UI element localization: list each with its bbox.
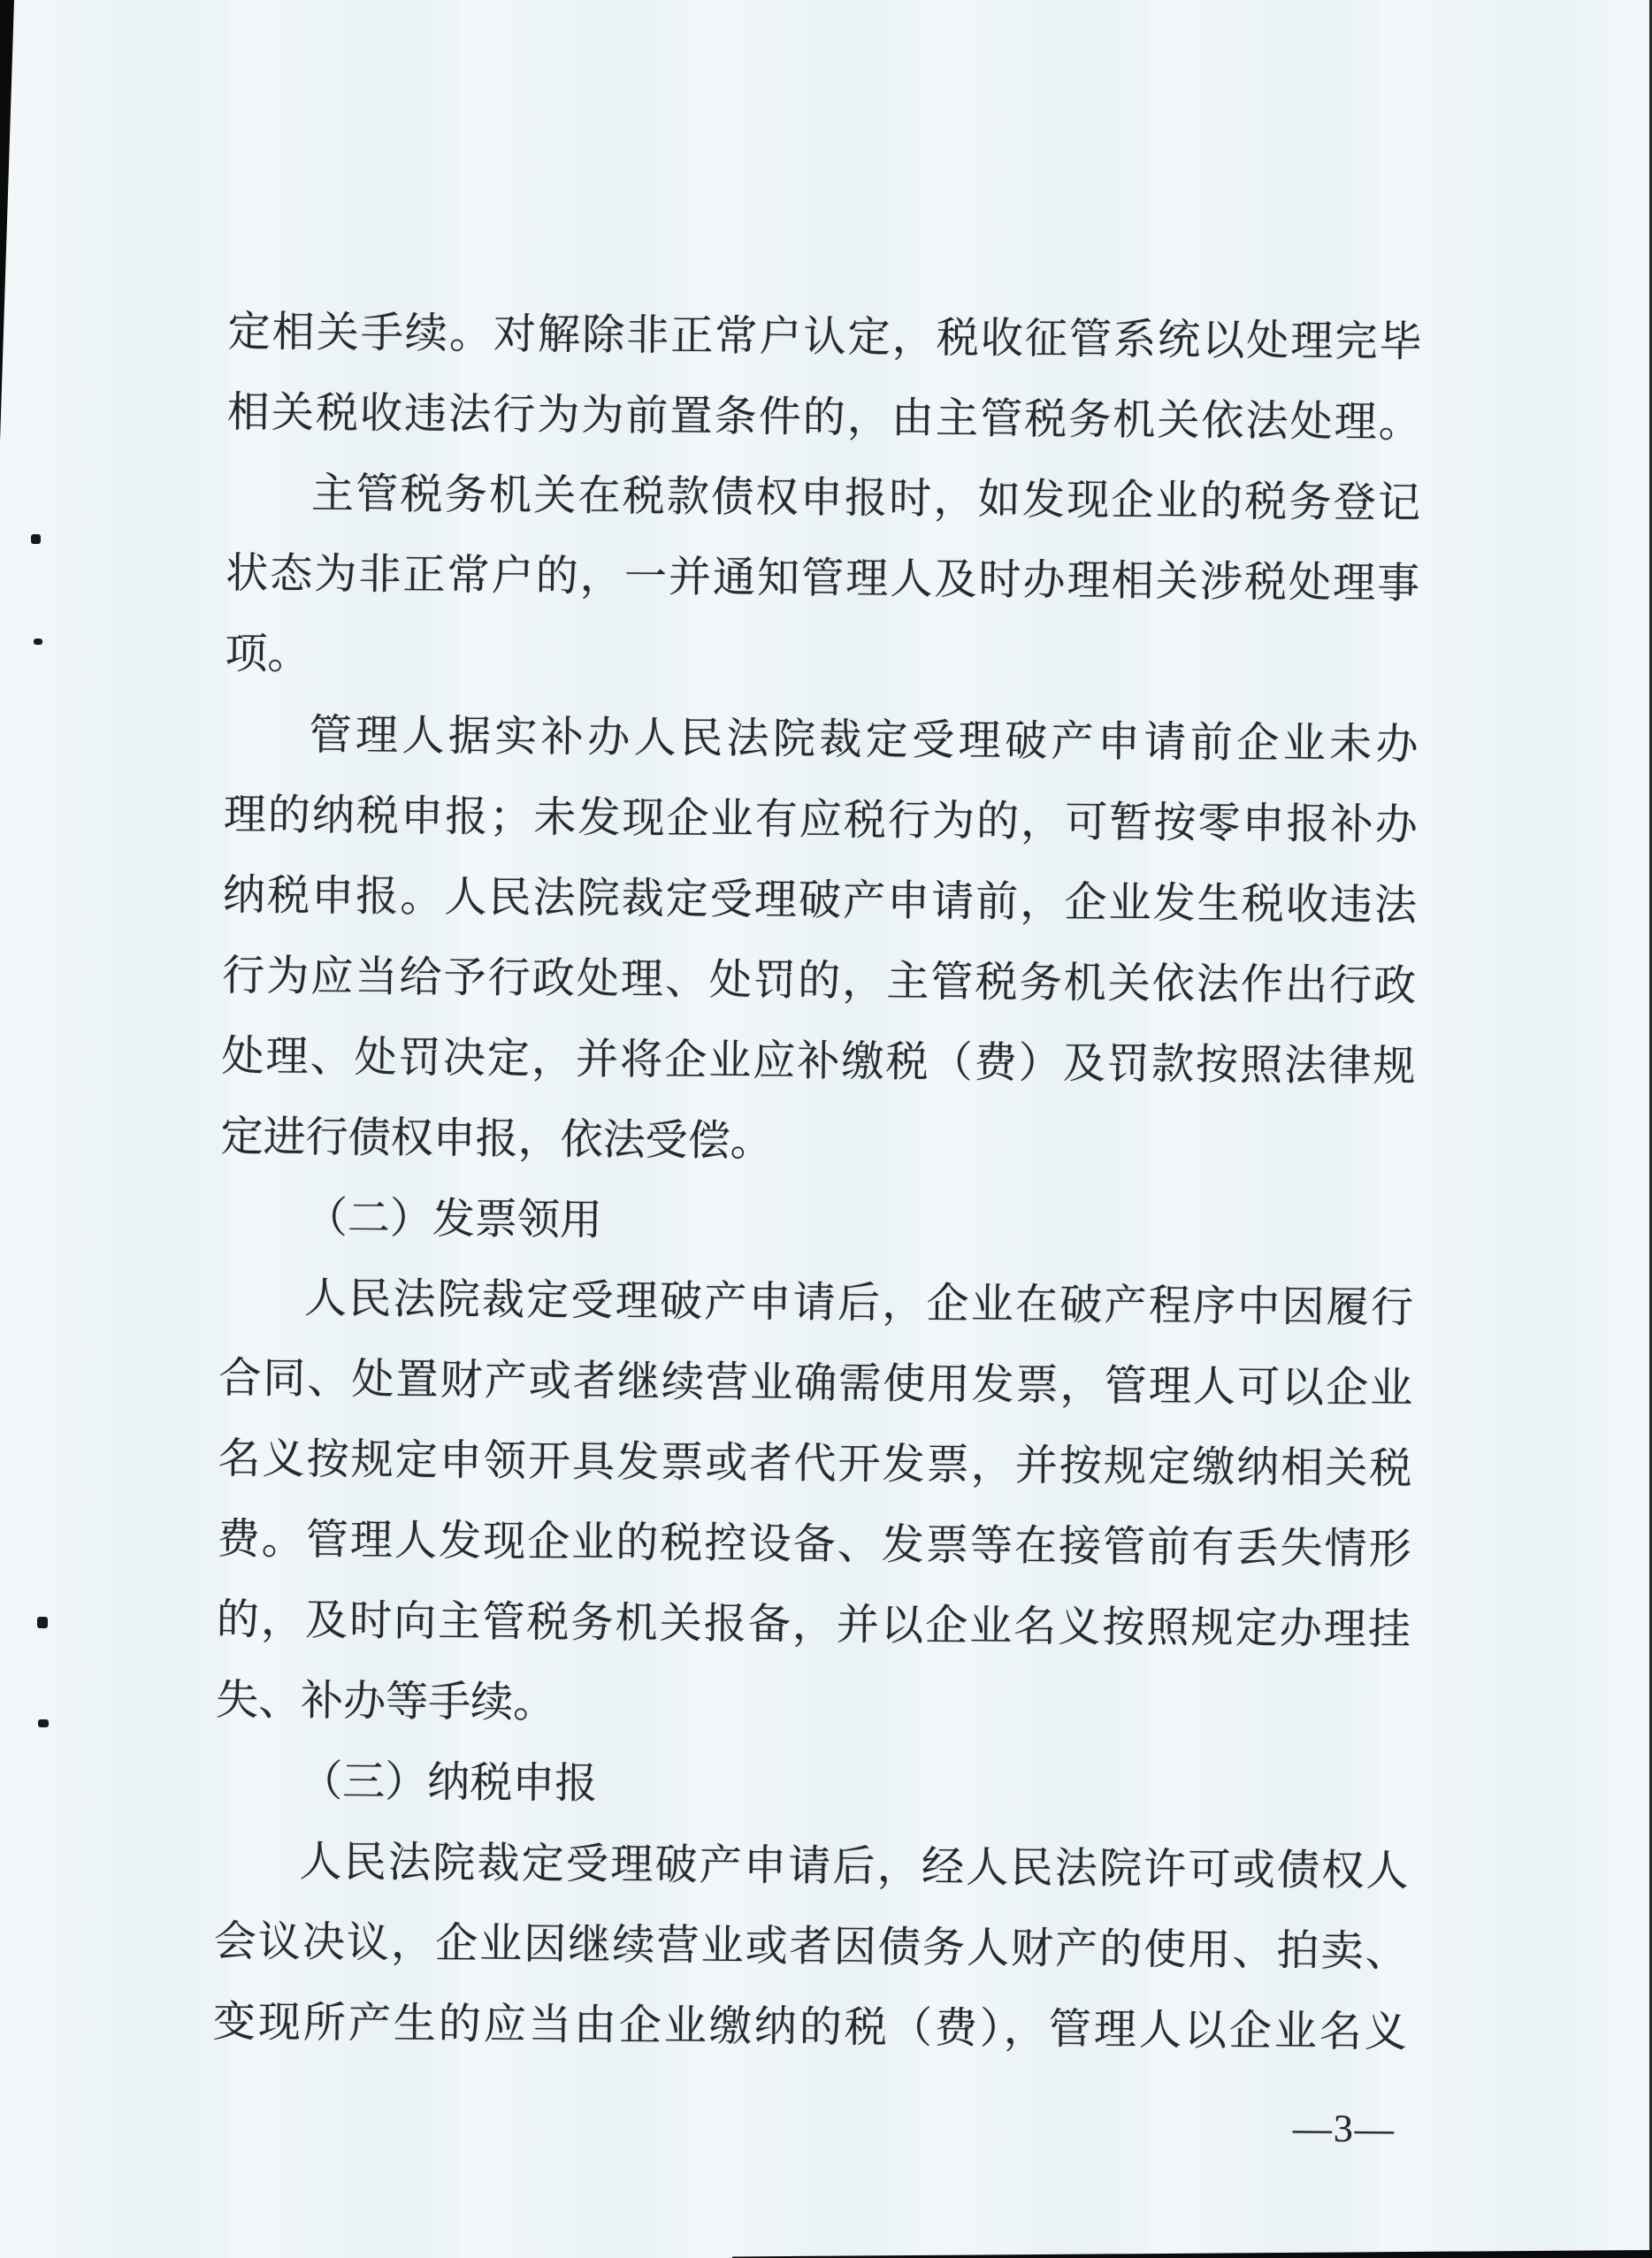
text-line: 名义按规定申领开具发票或者代开发票，并按规定缴纳相关税 (218, 1435, 1412, 1493)
text-line: 处理、处罚决定，并将企业应补缴税（费）及罚款按照法律规 (221, 1032, 1416, 1091)
text-line: 合同、处置财产或者继续营业确需使用发票，管理人可以企业 (218, 1354, 1413, 1412)
text-line: 纳税申报。人民法院裁定受理破产申请前，企业发生税收违法 (222, 871, 1418, 930)
text-line: 理的纳税申报；未发现企业有应税行为的，可暂按零申报补办 (223, 791, 1419, 849)
text-line: 主管税务机关在税款债权申报时，如发现企业的税务登记 (310, 470, 1421, 527)
text-line: 相关税收违法行为为前置条件的，由主管税务机关依法处理。 (226, 388, 1421, 447)
scan-edge-bottom (732, 2249, 1652, 2258)
page-number: —3— (1292, 2106, 1396, 2151)
section-heading: （二）发票领用 (304, 1194, 603, 1244)
text-line: 项。 (225, 630, 310, 678)
section-heading: （三）纳税申报 (300, 1757, 598, 1808)
document-body (212, 292, 1422, 2151)
scan-edge-top-left (0, 0, 14, 442)
margin-dot (31, 534, 41, 544)
text-line: 人民法院裁定受理破产申请后，企业在破产程序中因履行 (303, 1274, 1414, 1332)
text-line: 变现所产生的应当由企业缴纳的税（费），管理人以企业名义 (212, 1998, 1408, 2056)
margin-dot (34, 639, 42, 645)
text-line: 失、补办等手续。 (215, 1676, 556, 1727)
text-line: 状态为非正常户的，一并通知管理人及时办理相关涉税处理事 (225, 549, 1420, 608)
text-line: 费。管理人发现企业的税控设备、发票等在接管前有丢失情形 (217, 1515, 1411, 1573)
text-line: 定相关手续。对解除非正常户认定，税收征管系统以处理完毕 (227, 308, 1422, 366)
margin-dot (37, 1617, 48, 1628)
text-line: 人民法院裁定受理破产申请后，经人民法院许可或债权人 (299, 1838, 1409, 1895)
margin-dot (38, 1719, 49, 1727)
text-line: 会议决议，企业因继续营业或者因债务人财产的使用、拍卖、 (213, 1917, 1408, 1976)
text-line: 管理人据实补办人民法院裁定受理破产申请前企业未办 (309, 711, 1419, 769)
text-line: 行为应当给予行政处理、处罚的，主管税务机关依法作出行政 (222, 952, 1417, 1010)
text-line: 的，及时向主管税务机关报备，并以企业名义按照规定办理挂 (216, 1596, 1411, 1654)
text-line: 定进行债权申报，依法受偿。 (220, 1113, 773, 1166)
